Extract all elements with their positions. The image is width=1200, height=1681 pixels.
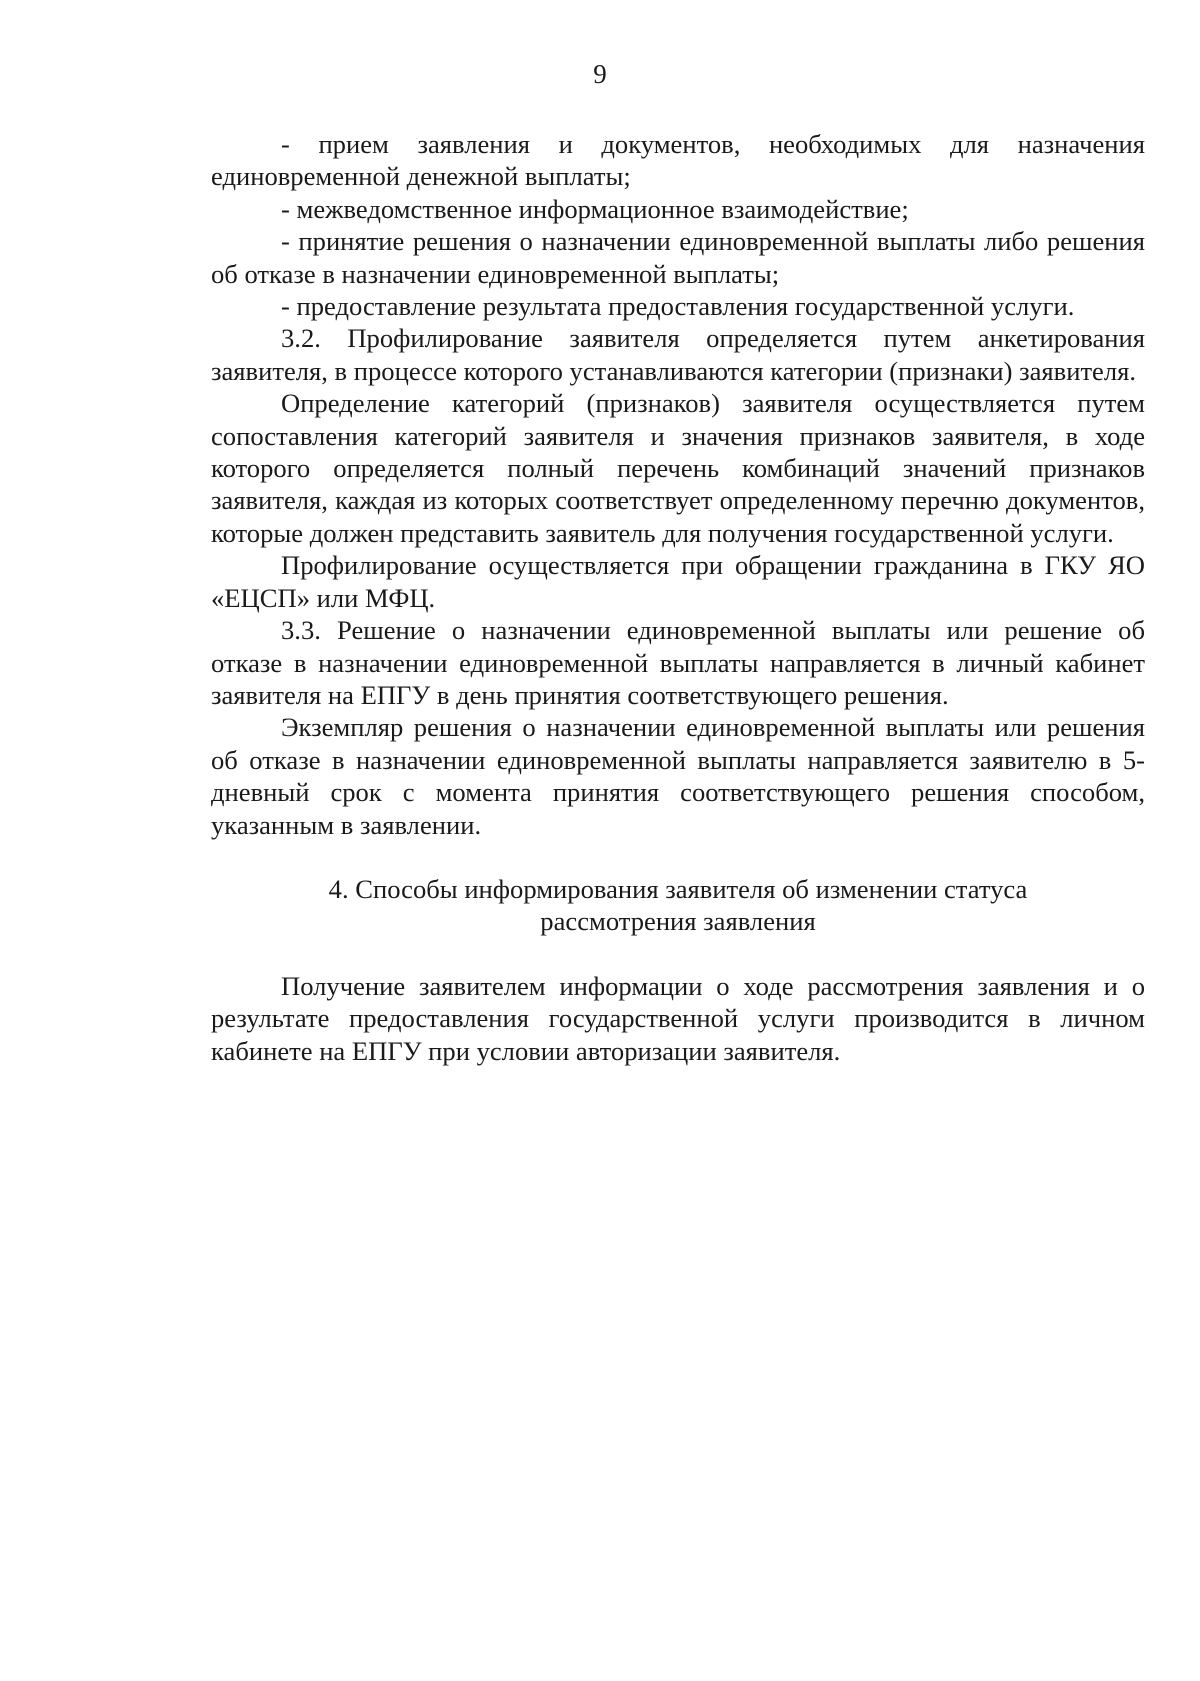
document-body xyxy=(211,128,1145,1067)
paragraph-profiling: Профилирование осуществляется при обращении гражданина в ГКУ ЯО «ЕЦСП» или МФЦ. xyxy=(211,550,1145,613)
paragraph-list-item-4: - предоставление результата предоставления государственной услуги. xyxy=(281,291,1075,322)
paragraph-decision-copy: Экземпляр решения о назначении единовременной выплаты или решения об отказе в назначении единовременной выплаты направляется заявителю в 5-дневный срок с момента принятия соответствующего решения способом, указанным в заявлении. xyxy=(211,712,1145,840)
page-number: 9 xyxy=(593,59,607,89)
paragraph-categories-definition: Определение категорий (признаков) заявителя осуществляется путем сопоставления категорий заявителя и значения признаков заявителя, в ходе которого определяется полный перечень комбинаций значений признаков заявителя, каждая из которых соответствует определенному перечню документов, которые должен представить заявитель для получения государственной услуги. xyxy=(211,388,1145,548)
section-4-paragraph: Получение заявителем информации о ходе рассмотрения заявления и о результате предоставления государственной услуги производится в личном кабинете на ЕПГУ при условии авторизации заявителя. xyxy=(211,970,1145,1066)
paragraph-list-item-1: - прием заявления и документов, необходимых для назначения единовременной денежной выплаты; xyxy=(211,129,1145,192)
section-4-heading-line-2: рассмотрения заявления xyxy=(540,906,816,937)
paragraph-list-item-2: - межведомственное информационное взаимодействие; xyxy=(281,193,909,224)
paragraph-3-2: 3.2. Профилирование заявителя определяется путем анкетирования заявителя, в процессе которого устанавливаются категории (признаки) заявителя. xyxy=(211,323,1145,386)
section-4-heading-line-1: 4. Способы информирования заявителя об изменении статуса xyxy=(328,873,1028,904)
paragraph-list-item-3: - принятие решения о назначении единовременной выплаты либо решения об отказе в назначении единовременной выплаты; xyxy=(211,226,1145,289)
spacer xyxy=(211,841,1145,873)
paragraph-3-3: 3.3. Решение о назначении единовременной выплаты или решение об отказе в назначении единовременной выплаты направляется в личный кабинет заявителя на ЕПГУ в день принятия соответствующего решения. xyxy=(211,615,1145,710)
spacer xyxy=(211,938,1145,970)
section-4-heading xyxy=(211,873,1145,938)
